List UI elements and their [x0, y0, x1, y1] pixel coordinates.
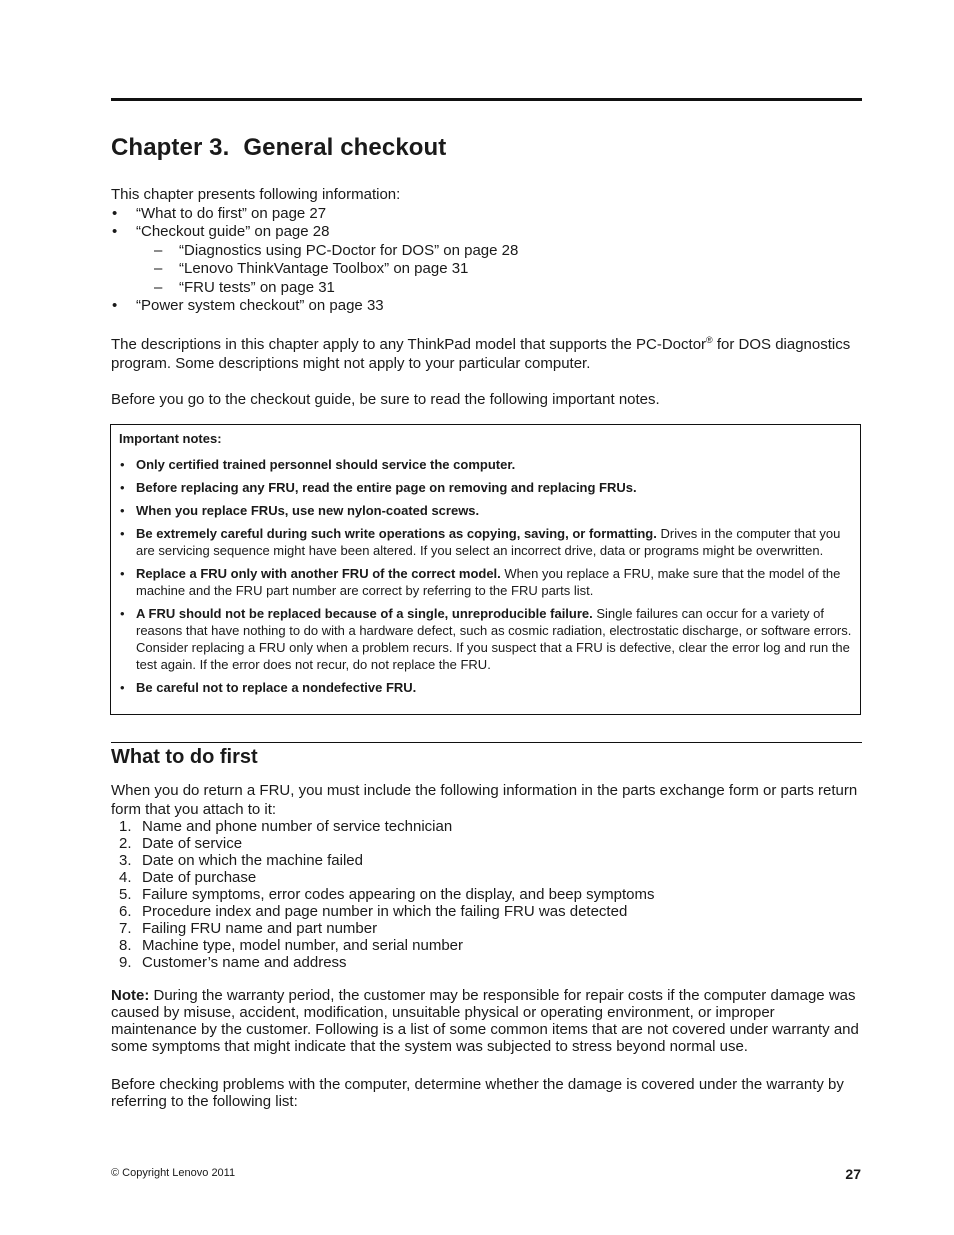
- note-bold: A FRU should not be replaced because of a single, unreproducible failure.: [136, 606, 593, 621]
- list-item: [111, 886, 654, 903]
- item-text: Date of purchase: [142, 869, 257, 886]
- section-title: What to do first: [111, 746, 258, 768]
- descriptions-paragraph: [111, 336, 862, 373]
- note-bold: Replace a FRU only with another FRU of the correct model.: [136, 566, 501, 581]
- intro-link-thinkvantage-toolbox[interactable]: – “Lenovo ThinkVantage Toolbox” on page 31: [136, 260, 862, 279]
- note-item: [119, 565, 852, 599]
- item-text: Procedure index and page number in which the failing FRU was detected: [142, 903, 628, 920]
- intro-list: [111, 205, 862, 316]
- descriptions-text-cont: for DOS diagnostics program. Some descriptions might not apply to your particular computer.: [111, 336, 851, 372]
- chapter-number: Chapter 3.: [111, 134, 230, 161]
- footer-copyright: © Copyright Lenovo 2011: [111, 1167, 236, 1179]
- item-number: 1.: [119, 818, 132, 835]
- list-item: [111, 903, 654, 920]
- intro-link-what-first[interactable]: • “What to do first” on page 27: [111, 205, 862, 224]
- item-text: Date of service: [142, 835, 243, 852]
- item-number: 3.: [119, 852, 132, 869]
- note-label: Note:: [111, 987, 150, 1004]
- intro-link-fru-tests[interactable]: – “FRU tests” on page 31: [136, 279, 862, 298]
- intro-link-checkout-guide[interactable]: [111, 223, 862, 297]
- note-bold: Before replacing any FRU, read the entire page on removing and replacing FRUs.: [136, 480, 637, 495]
- note-text: Drives in the computer that you are servicing sequence might have been altered. If you select an incorrect drive, data or programs might be overwritten.: [136, 526, 841, 558]
- note-bold: Be extremely careful during such write operations as copying, saving, or formatting.: [136, 526, 657, 541]
- chapter-intro: [111, 186, 862, 316]
- item-text: Failing FRU name and part number: [142, 920, 378, 937]
- page-number: 27: [845, 1166, 861, 1182]
- item-text: Failure symptoms, error codes appearing on the display, and beep symptoms: [142, 886, 655, 903]
- intro-lead: This chapter presents following information:: [111, 186, 401, 203]
- important-notes-title: Important notes:: [119, 431, 222, 446]
- note-bold: When you replace FRUs, use new nylon-coated screws.: [136, 503, 480, 518]
- important-notes-box: [110, 424, 861, 715]
- intro-sublist: [136, 242, 862, 298]
- item-number: 6.: [119, 903, 132, 920]
- registered-mark: ®: [706, 335, 713, 345]
- item-number: 5.: [119, 886, 132, 903]
- note-item: [119, 502, 852, 519]
- list-item: [111, 937, 654, 954]
- return-fru-paragraph: When you do return a FRU, you must include the following information in the parts exchange form or parts return form that you attach to it:: [111, 782, 858, 818]
- note-text: When you replace a FRU, make sure that the model of the machine and the FRU part number are correct by referring to the FRU parts list.: [136, 566, 841, 598]
- item-number: 7.: [119, 920, 132, 937]
- list-item: [111, 835, 654, 852]
- before-notes-paragraph: Before you go to the checkout guide, be sure to read the following important notes.: [111, 391, 660, 408]
- item-text: Date on which the machine failed: [142, 852, 363, 869]
- before-checking-paragraph: Before checking problems with the computer, determine whether the damage is covered under the warranty by referring to the following list:: [111, 1076, 844, 1110]
- note-item: [119, 479, 852, 496]
- chapter-top-rule: [111, 98, 862, 101]
- item-text: Name and phone number of service technician: [142, 818, 453, 835]
- note-text: Single failures can occur for a variety of reasons that have nothing to do with a hardware defect, such as cosmic radiation, electrostatic discharge, or software errors. Consider replacing a FRU only when a problem recurs. If you suspect that a FRU is defective, clear the error log and run the test again. If the error does not recur, do not replace the FRU.: [136, 606, 852, 672]
- chapter-title: [111, 134, 446, 162]
- item-text: Machine type, model number, and serial number: [142, 937, 464, 954]
- intro-link-label[interactable]: “Checkout guide” on page 28: [136, 223, 330, 240]
- note-bold: Only certified trained personnel should service the computer.: [136, 457, 516, 472]
- item-number: 8.: [119, 937, 132, 954]
- list-item: [111, 818, 654, 835]
- list-item: [111, 920, 654, 937]
- list-item: [111, 869, 654, 886]
- section-rule: [111, 742, 862, 743]
- note-bold: Be careful not to replace a nondefective FRU.: [136, 680, 417, 695]
- warranty-note: [111, 987, 862, 1055]
- list-item: [111, 954, 654, 971]
- note-item: [119, 679, 852, 696]
- note-item: [119, 456, 852, 473]
- note-item: [119, 605, 852, 673]
- intro-link-pc-doctor[interactable]: – “Diagnostics using PC-Doctor for DOS” on page 28: [136, 242, 862, 261]
- return-info-list: [111, 818, 654, 971]
- list-item: [111, 852, 654, 869]
- note-item: [119, 525, 852, 559]
- important-notes-list: [119, 456, 852, 696]
- item-number: 2.: [119, 835, 132, 852]
- note-body: During the warranty period, the customer may be responsible for repair costs if the computer damage was caused by misuse, accident, modification, unsuitable physical or operating environment, or improper maintenance by the customer. Following is a list of some common items that are not covered under warranty and some symptoms that might indicate that the system was subjected to stress beyond normal use.: [111, 987, 859, 1055]
- item-number: 9.: [119, 954, 132, 971]
- intro-link-power-checkout[interactable]: • “Power system checkout” on page 33: [111, 297, 862, 316]
- chapter-title-text: General checkout: [243, 134, 447, 161]
- item-text: Customer’s name and address: [142, 954, 347, 971]
- item-number: 4.: [119, 869, 132, 886]
- descriptions-text: The descriptions in this chapter apply to any ThinkPad model that supports the PC-Doctor: [111, 336, 707, 353]
